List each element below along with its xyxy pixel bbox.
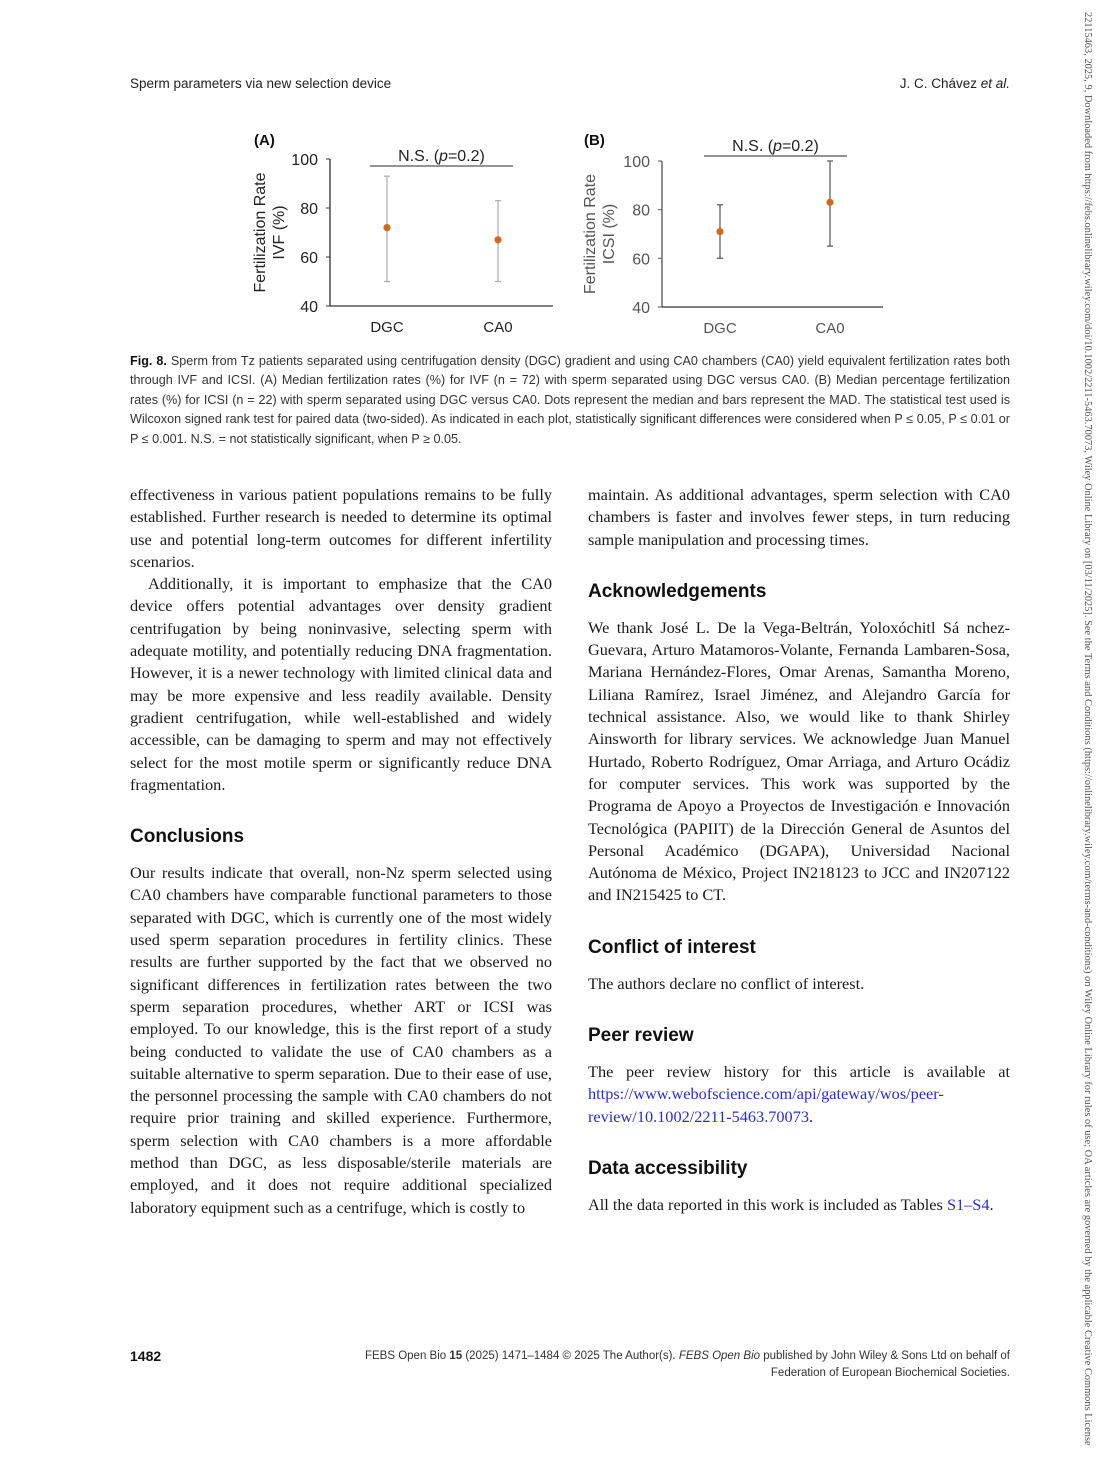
peer-text: The peer review history for this article is available at	[588, 1062, 1010, 1082]
download-side-note: 22115463, 2025, 9, Downloaded from https://febs.onlinelibrary.wiley.com/doi/10.1002/2211-5463.70073, Wiley Online Library on [03/11/2025]. See the Terms and Conditions (https://onlinelibrary.wiley.com/terms-and-conditions) on Wiley Online Library for rules of use; OA articles are governed by the applicable Creative Commons License	[1082, 12, 1093, 1446]
author-name: J. C. Chávez	[899, 76, 981, 91]
section-heading-data-accessibility: Data accessibility	[588, 1157, 748, 1179]
paragraph: maintain. As additional advantages, sperm selection with CA0 chambers is faster and involves fewer steps, in turn reducing sample manipulation and processing times.	[588, 485, 1010, 549]
supplementary-tables-link[interactable]: S1–S4	[946, 1194, 990, 1214]
panel-label: (B)	[584, 132, 605, 149]
peer-end: .	[808, 1106, 814, 1126]
caption-label: Fig. 8.	[130, 354, 167, 368]
paragraph: We thank José L. De la Vega-Beltrán, Yoloxóchitl Sá nchez-Guevara, Arturo Matamoros-Volante, Fernanda Lambaren-Sosa, Mariana Hernández-Flores, Omar Arenas, Samantha Moreno, Liliana Ramírez, Israel Jiménez, and Alejandro García for technical assistance. Also, we would like to thank Shirley Ainsworth for library services. We acknowledge Juan Manuel Hurtado, Roberto Rodríguez, Omar Arriaga, and Arturo Ocádiz for computer services. This work was supported by the Programa de Apoyo a Proyectos de Investigación e Innovación Tecnológica (PAPIIT) de la Dirección General de Asuntos del Personal Académico (DGAPA), Universidad Nacional Autónoma de México, Project IN218123 to JCC and IN207122 and IN215425 to CT.	[588, 617, 1010, 905]
x-tick-label: DGC	[703, 320, 737, 337]
panel-label: (A)	[254, 132, 275, 149]
data-end: .	[989, 1194, 994, 1214]
y-tick-label: 100	[623, 154, 650, 171]
y-axis-label-line1: Fertilization Rate	[252, 172, 269, 293]
median-point	[716, 228, 723, 235]
running-head-author	[900, 76, 1010, 91]
left-column	[130, 484, 552, 1219]
median-point	[826, 199, 833, 206]
paragraph	[588, 1061, 1010, 1128]
significance-annotation: N.S. (p=0.2)	[732, 138, 819, 155]
y-tick-label: 80	[632, 202, 650, 220]
paragraph: Our results indicate that overall, non-Nz sperm selected using CA0 chambers have comparable functional parameters to those separated with DGC, which is currently one of the most widely used sperm separation procedures in fertility clinics. These results are further supported by the fact that we observed no significant differences in fertilization rates between the two sperm separation procedures, whether ART or ICSI was employed. To our knowledge, this is the first report of a study being conducted to validate the use of CA0 chambers as a suitable alternative to sperm separation. Due to their ease of use, the personnel processing the sample with CA0 chambers do not require prior training and skilled experience. Furthermore, sperm selection with CA0 chambers is a more affordable method than DGC, as less disposable/sterile materials are employed, and it does not require additional specialized laboratory equipment such as a centrifuge, which is costly to	[130, 863, 552, 1217]
page-number: 1482	[130, 1348, 162, 1364]
caption-text: Sperm from Tz patients separated using centrifugation density (DGC) gradient and using CA0 chambers (CA0) yield equivalent fertilization rates both through IVF and ICSI. (A) Median fertilization rates (%) for IVF (n = 72) with sperm separated using DGC versus CA0. (B) Median percentage fertilization rates (%) for ICSI (n = 22) with sperm separated using DGC versus CA0. Dots represent the median and bars represent the MAD. The statistical test used is Wilcoxon signed rank test for paired data (two-sided). As indicated in each plot, statistically significant differences were considered when P ≤ 0.05, P ≤ 0.01 or P ≤ 0.001. N.S. = not statistically significant, when P ≥ 0.05.	[130, 354, 1011, 446]
median-point	[494, 236, 501, 243]
footer-line-1	[365, 1348, 1010, 1365]
x-tick-label: CA0	[815, 320, 845, 337]
section-heading-acknowledgements: Acknowledgements	[588, 580, 767, 602]
right-column	[588, 484, 1010, 1216]
significance-annotation: N.S. (p=0.2)	[398, 148, 485, 165]
peer-review-link[interactable]: https://www.webofscience.com/api/gateway/wos/peer-review/10.1002/2211-5463.70073	[588, 1084, 944, 1126]
data-text: All the data reported in this work is included as Tables	[588, 1194, 947, 1214]
figure-8-chart	[240, 125, 900, 340]
section-heading-conflict: Conflict of interest	[588, 936, 756, 958]
y-tick-label: 60	[632, 251, 650, 269]
y-tick-label: 60	[300, 250, 318, 267]
footer-publisher: published by John Wiley & Sons Ltd on behalf of	[760, 1350, 1010, 1362]
section-heading-peer-review: Peer review	[588, 1025, 694, 1047]
paragraph: The authors declare no conflict of interest.	[588, 973, 865, 993]
paragraph: Additionally, it is important to emphasize that the CA0 device offers potential advantages over density gradient centrifugation by being noninvasive, selecting sperm with adequate motility, and potentially reducing DNA fragmentation. However, it is a newer technology with limited clinical data and may be more expensive and less readily available. Density gradient centrifugation, while well-established and widely accessible, can be damaging to sperm and may not effectively select for the most motile sperm or significantly reduce DNA fragmentation.	[130, 574, 552, 794]
figure-8	[240, 125, 900, 340]
footer-citation-text: (2025) 1471–1484 © 2025 The Author(s).	[462, 1350, 679, 1362]
author-etal: et al.	[980, 76, 1010, 91]
figure-caption	[130, 352, 1010, 449]
x-tick-label: DGC	[370, 319, 404, 336]
paragraph	[588, 1194, 1010, 1216]
median-point	[383, 224, 390, 231]
y-axis-label-line2: IVF (%)	[271, 205, 288, 260]
y-axis-label-line1: Fertilization Rate	[582, 173, 599, 295]
y-axis-label-line2: ICSI (%)	[601, 203, 618, 265]
footer-line-2: Federation of European Biochemical Societies.	[770, 1367, 1010, 1379]
footer-journal: FEBS Open Bio	[364, 1350, 450, 1362]
running-head-title: Sperm parameters via new selection device	[130, 76, 392, 91]
running-head	[130, 76, 1010, 91]
y-tick-label: 80	[300, 201, 318, 218]
footer-volume: 15	[449, 1350, 463, 1362]
y-tick-label: 40	[300, 299, 318, 316]
footer-journal-italic: FEBS Open Bio	[678, 1350, 761, 1362]
footer-citation	[365, 1348, 1010, 1382]
y-tick-label: 100	[291, 152, 318, 169]
x-tick-label: CA0	[483, 319, 513, 336]
section-heading-conclusions: Conclusions	[130, 826, 245, 848]
y-tick-label: 40	[632, 300, 650, 317]
paragraph: effectiveness in various patient populations remains to be fully established. Further research is needed to determine its optimal use and potential long-term outcomes for different infertility scenarios.	[130, 485, 552, 571]
